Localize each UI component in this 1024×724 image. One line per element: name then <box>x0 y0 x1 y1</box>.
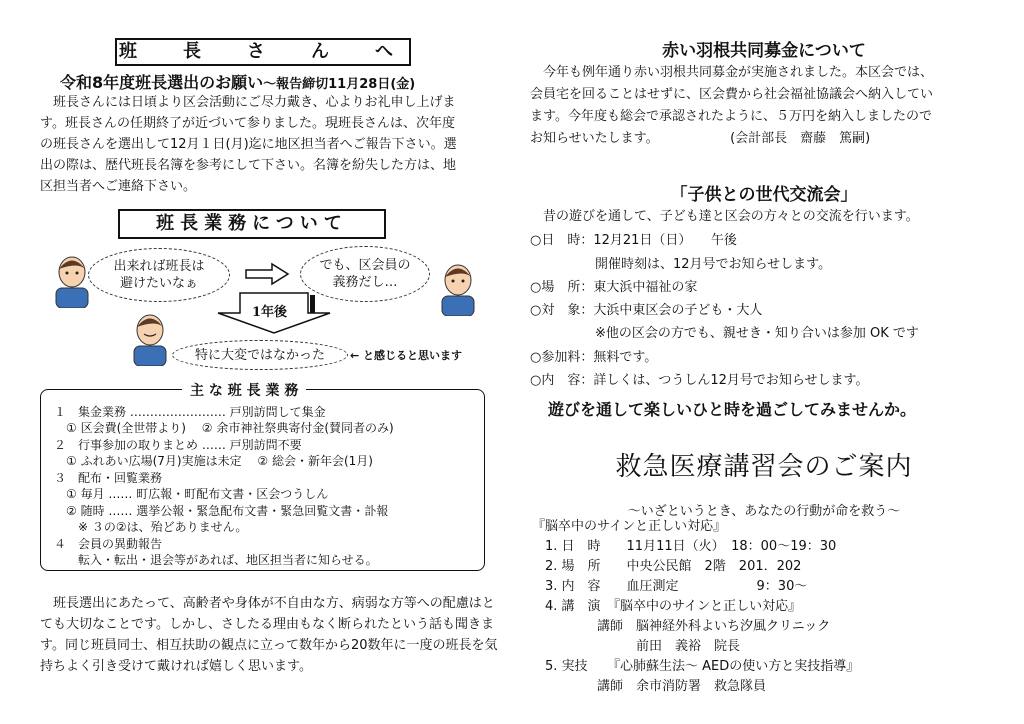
feeling-note: ← と感じると思います <box>350 349 463 362</box>
election-request-heading <box>60 70 415 93</box>
duty-item: ① 区会費(全世帯より) ② 余市神社祭典寄付金(賛同者のみ) <box>54 421 394 435</box>
emergency-course-title: 救急医療講習会のご案内 <box>615 452 913 482</box>
duty-item: ２ 行事参加の取りまとめ …… 戸別訪問不要 <box>54 438 302 452</box>
red-feather-line: お知らせいたします。 (会計部長 齋藤 篤嗣) <box>530 131 871 146</box>
red-feather-line: 今年も例年通り赤い羽根共同募金が実施されました。本区会では、 <box>530 65 934 80</box>
main-duties-title: 主 な 班 長 業 務 <box>182 380 306 400</box>
intro-line: の班長さんを選出して12月１日(月)迄に地区担当者へご報告下さい。選 <box>40 137 457 152</box>
duty-item: ※ ３の②は、殆どありません。 <box>54 520 248 534</box>
duties-title-box <box>118 209 386 239</box>
emergency-line: 『脳卒中のサインと正しい対応』 <box>532 519 727 534</box>
duties-title: 班長業務について <box>156 213 348 234</box>
emergency-line: 前田 義裕 院長 <box>532 639 741 654</box>
duty-item: ① ふれあい広場(7月)実施は未定 ② 総会・新年会(1月) <box>54 454 373 468</box>
exchange-line: ○場 所：東大浜中福祉の家 <box>530 280 698 295</box>
page-title-box <box>115 38 411 66</box>
arrow-right-icon <box>244 262 290 286</box>
page-title: 班 長 さ ん へ <box>119 41 407 62</box>
thinking-person-icon <box>436 262 480 316</box>
exchange-title: 「子供との世代交流会」 <box>670 185 858 205</box>
duty-item: ４ 会員の異動報告 <box>54 537 163 551</box>
exchange-closing: 遊びを通して楽しいひと時を過ごしてみませんか。 <box>548 400 917 419</box>
bubble-reluctant-line: 避けたいなぁ <box>119 276 198 291</box>
emergency-course-subtitle: ～いざというとき、あなたの行動が命を救う～ <box>627 504 901 519</box>
exchange-line: ○参加料：無料です。 <box>530 350 658 365</box>
bubble-not-hard-text: 特に大変ではなかった <box>194 347 325 363</box>
closing-line: 班長選出にあたって、高齢者や身体が不自由な方、病弱な方等への配慮はと <box>40 596 495 611</box>
emergency-line: 講師 脳神経外科よいち汐風クリニック <box>532 619 831 634</box>
intro-line: 班長さんには日頃より区会活動にご尽力戴き、心よりお礼申し上げま <box>40 95 456 110</box>
intro-line: 区担当者へご連絡下さい。 <box>40 179 197 194</box>
bubble-reluctant <box>88 248 230 302</box>
intro-line: 出の際は、歴代班長名簿を参考にして下さい。名簿を紛失した方は、地 <box>40 158 457 173</box>
duty-item: ３ 配布・回覧業務 <box>54 471 163 485</box>
emergency-line: 講師 余市消防署 救急隊員 <box>532 679 767 694</box>
bubble-duty-line: でも、区会員の <box>319 258 411 273</box>
closing-line: 持ちよく引き受けて戴ければ嬉しく思います。 <box>40 659 312 674</box>
red-feather-line: ます。今年度も総会で承認されたように、５万円を納入しましたので <box>530 109 932 124</box>
emergency-line: 1. 日 時 11月11日（火） 18：00～19：30 <box>532 539 837 554</box>
exchange-line: ○内 容：詳しくは、つうしん12月号でお知らせします。 <box>530 373 869 388</box>
duty-item: １ 集金業務 …………………… 戸別訪問して集金 <box>54 405 326 419</box>
exchange-line: 開催時刻は、12月号でお知らせします。 <box>530 257 832 272</box>
duty-item: ② 随時 …… 選挙公報・緊急配布文書・緊急回覧文書・訃報 <box>54 504 389 518</box>
emergency-line: 5. 実技 『心肺蘇生法～ AEDの使い方と実技指導』 <box>532 659 860 674</box>
red-feather-line: 会員宅を回ることはせずに、区会費から社会福祉協議会へ納入してい <box>530 87 934 102</box>
closing-line: ても大切なことです。しかし、さしたる理由もなく断られたという話も聞きま <box>40 617 494 632</box>
emergency-line: 4. 講 演 『脳卒中のサインと正しい対応』 <box>532 599 802 614</box>
bubble-duty-line: 義務だし… <box>332 275 398 290</box>
emergency-line: 2. 場 所 中央公民館 2階 201．202 <box>532 559 802 574</box>
exchange-line: ※他の区会の方でも、親せき・知り合いは参加 OK です <box>530 326 919 341</box>
bubble-not-hard <box>172 340 348 370</box>
worried-person-icon <box>50 254 94 308</box>
exchange-line: 昔の遊びを通して、子ども達と区会の方々との交流を行います。 <box>530 209 919 224</box>
bubble-reluctant-line: 出来れば班長は <box>113 259 205 274</box>
one-year-later-label: 1年後 <box>252 305 288 320</box>
election-request-title: 令和8年度班長選出のお願い <box>60 73 264 92</box>
duty-item: 転入・転出・退会等があれば、地区担当者に知らせる。 <box>54 553 378 567</box>
duty-item: ① 毎月 …… 町広報・町配布文書・区会つうしん <box>54 487 329 501</box>
emergency-line: 3. 内 容 血圧測定 9：30～ <box>532 579 808 594</box>
exchange-line: ○日 時：12月21日（日） 午後 <box>530 233 737 248</box>
closing-line: す。同じ班員同士、相互扶助の観点に立って数年から20数年に一度の班長を気 <box>40 638 498 653</box>
red-feather-title: 赤い羽根共同募金について <box>662 41 866 61</box>
intro-line: す。班長さんの任期終了が近づいて参りました。現班長さんは、次年度 <box>40 116 455 131</box>
exchange-line: ○対 象：大浜中東区会の子ども・大人 <box>530 303 763 318</box>
relieved-person-icon <box>128 312 172 366</box>
deadline-note: ～報告締切11月28日(金) <box>263 77 416 92</box>
